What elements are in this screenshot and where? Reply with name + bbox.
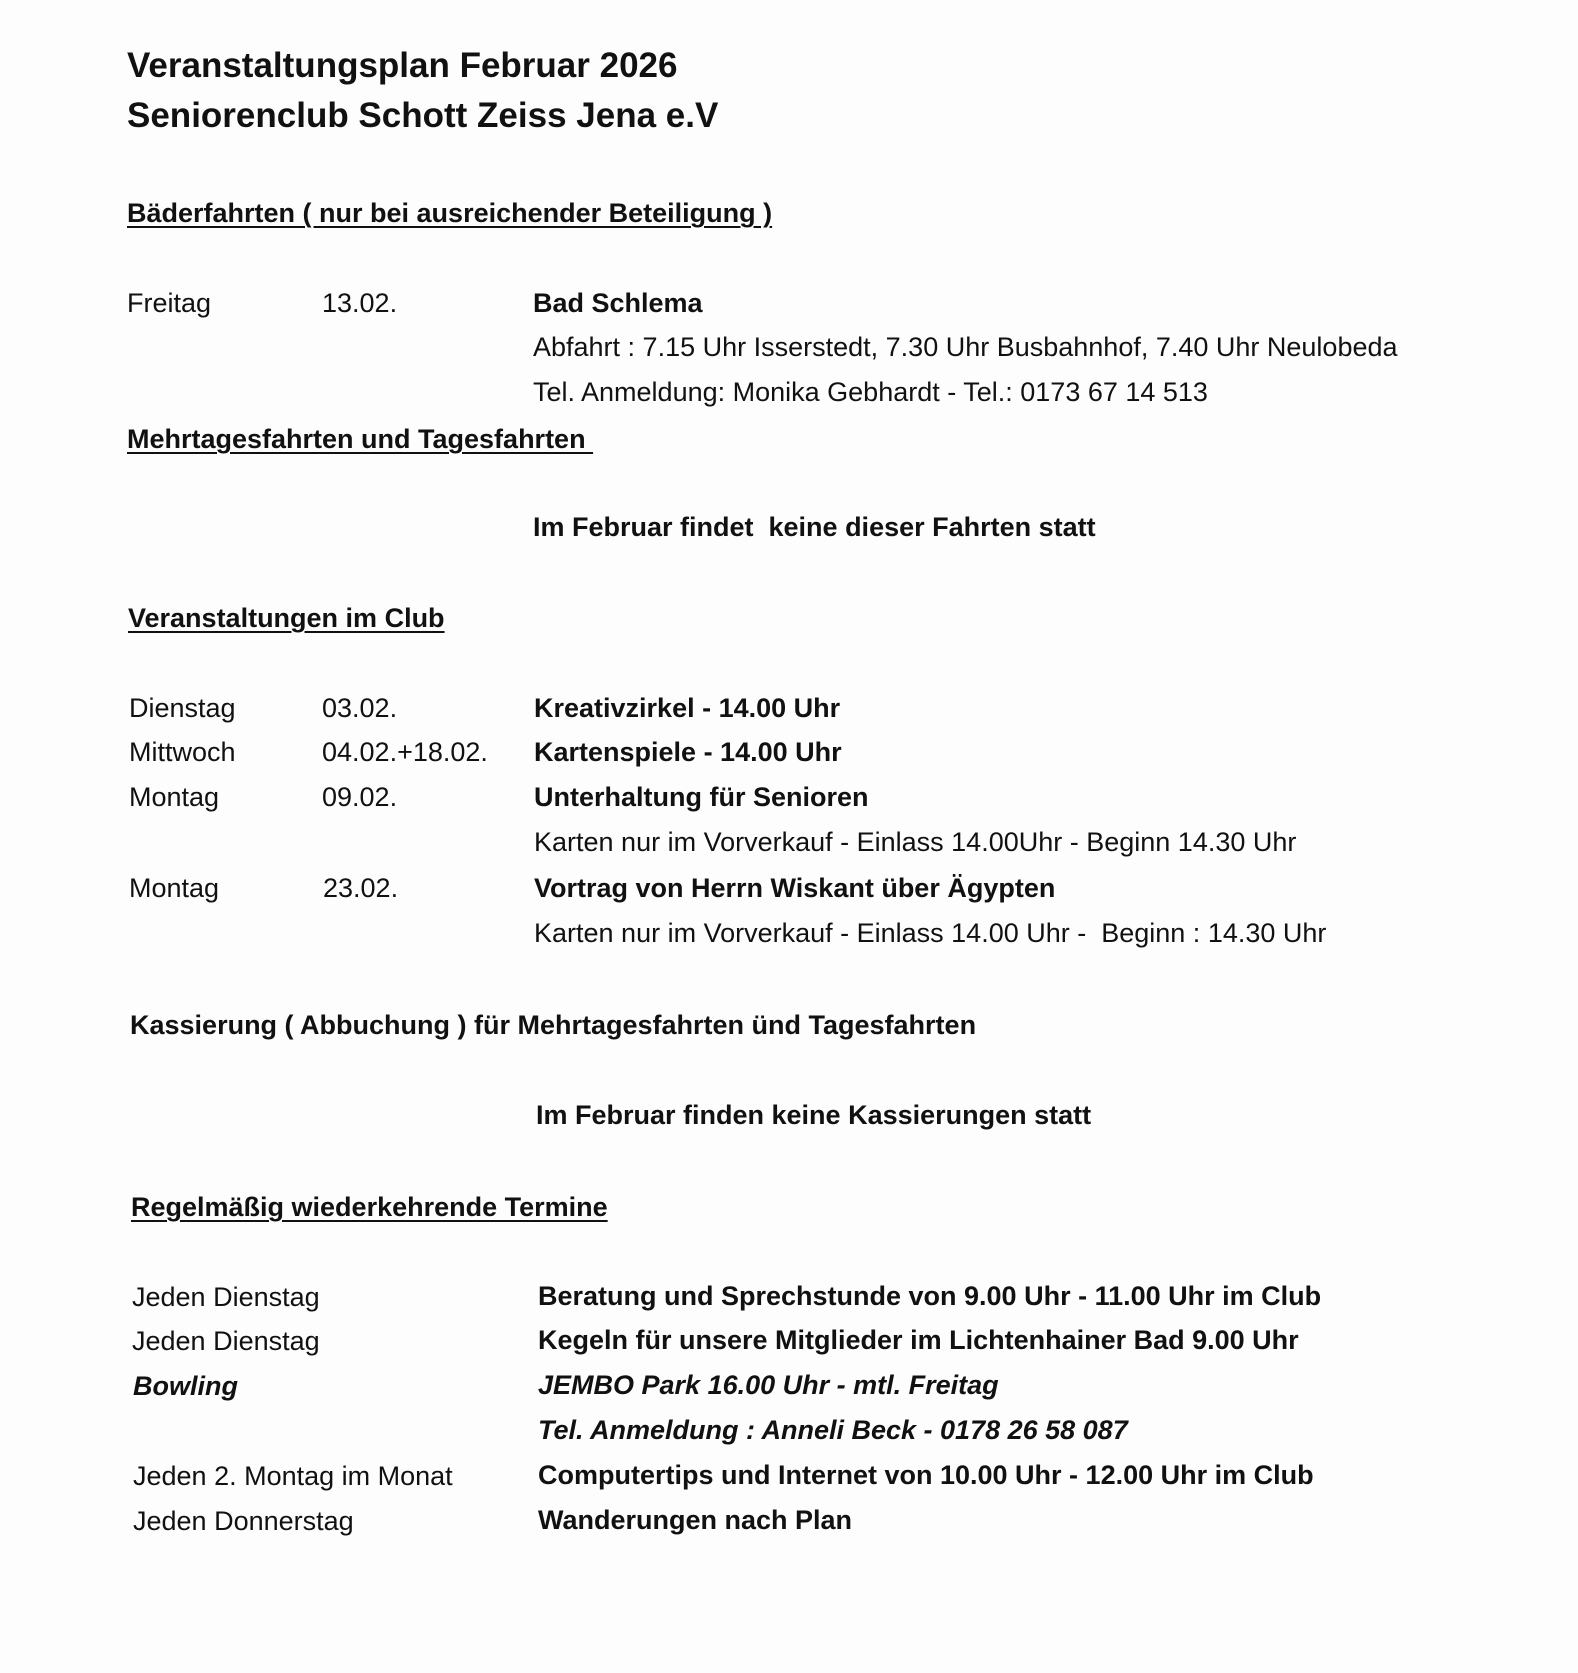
event-title: Kreativzirkel - 14.00 Uhr bbox=[534, 693, 841, 723]
recurring-what: Beratung und Sprechstunde von 9.00 Uhr - 11.00 Uhr im Club bbox=[538, 1281, 1322, 1311]
document-title: Veranstaltungsplan Februar 2026 bbox=[127, 46, 678, 85]
event-detail: Karten nur im Vorverkauf - Einlass 14.00 Uhr - Beginn : 14.30 Uhr bbox=[534, 918, 1327, 948]
section-note: Im Februar findet keine dieser Fahrten statt bbox=[533, 512, 1096, 542]
section-heading-club: Veranstaltungen im Club bbox=[128, 603, 445, 633]
event-detail: Tel. Anmeldung: Monika Gebhardt - Tel.: 0173 67 14 513 bbox=[533, 377, 1208, 407]
recurring-when: Jeden Dienstag bbox=[132, 1282, 320, 1312]
recurring-what: Computertips und Internet von 10.00 Uhr - 12.00 Uhr im Club bbox=[538, 1460, 1314, 1490]
event-title: Vortrag von Herrn Wiskant über Ägypten bbox=[534, 873, 1056, 903]
event-detail: Abfahrt : 7.15 Uhr Isserstedt, 7.30 Uhr Busbahnhof, 7.40 Uhr Neulobeda bbox=[533, 332, 1398, 362]
event-date: 04.02.+18.02. bbox=[322, 737, 488, 767]
event-day: Montag bbox=[129, 873, 220, 903]
recurring-when: Jeden 2. Montag im Monat bbox=[133, 1461, 453, 1491]
recurring-when: Bowling bbox=[133, 1371, 238, 1401]
section-note: Im Februar finden keine Kassierungen statt bbox=[536, 1100, 1092, 1130]
event-detail: Karten nur im Vorverkauf - Einlass 14.00Uhr - Beginn 14.30 Uhr bbox=[534, 827, 1297, 857]
event-date: 03.02. bbox=[322, 693, 398, 723]
event-day: Freitag bbox=[127, 288, 212, 318]
recurring-what: Kegeln für unsere Mitglieder im Lichtenhainer Bad 9.00 Uhr bbox=[538, 1325, 1299, 1355]
event-date: 23.02. bbox=[323, 873, 399, 903]
recurring-what: Wanderungen nach Plan bbox=[538, 1505, 853, 1535]
recurring-when: Jeden Donnerstag bbox=[133, 1506, 354, 1536]
event-title: Kartenspiele - 14.00 Uhr bbox=[534, 737, 842, 767]
event-title: Bad Schlema bbox=[533, 288, 703, 318]
event-day: Dienstag bbox=[129, 693, 236, 723]
recurring-what: Tel. Anmeldung : Anneli Beck - 0178 26 58 087 bbox=[538, 1415, 1128, 1445]
event-date: 09.02. bbox=[322, 782, 398, 812]
section-heading-mehrtagesfahrten: Mehrtagesfahrten und Tagesfahrten bbox=[127, 424, 594, 454]
section-heading-regular: Regelmäßig wiederkehrende Termine bbox=[131, 1192, 608, 1222]
club-name: Seniorenclub Schott Zeiss Jena e.V bbox=[127, 96, 719, 135]
section-heading-baederfahrten: Bäderfahrten ( nur bei ausreichender Beteiligung ) bbox=[127, 198, 773, 228]
recurring-what: JEMBO Park 16.00 Uhr - mtl. Freitag bbox=[538, 1370, 999, 1400]
event-day: Montag bbox=[129, 782, 220, 812]
section-heading-kassierung: Kassierung ( Abbuchung ) für Mehrtagesfahrten ünd Tagesfahrten bbox=[130, 1010, 977, 1040]
event-date: 13.02. bbox=[322, 288, 398, 318]
event-day: Mittwoch bbox=[129, 737, 236, 767]
recurring-when: Jeden Dienstag bbox=[132, 1326, 320, 1356]
event-title: Unterhaltung für Senioren bbox=[534, 782, 869, 812]
